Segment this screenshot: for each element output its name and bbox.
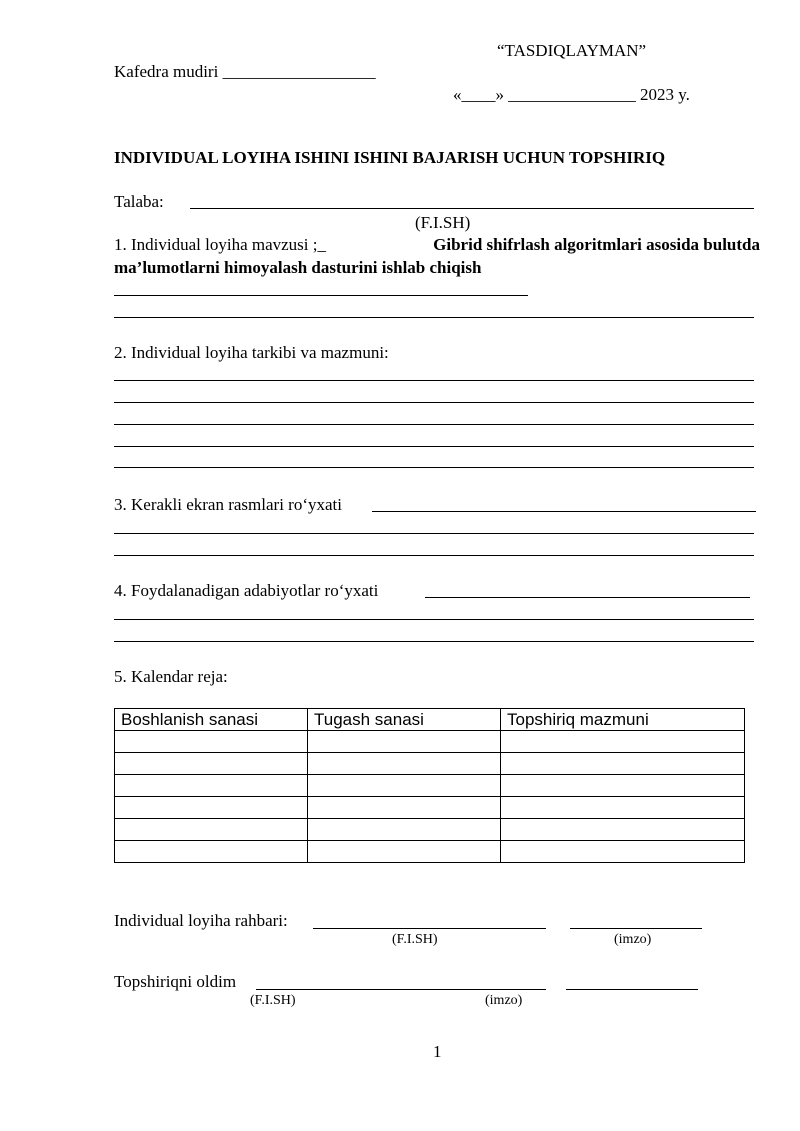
supervisor-fish-caption: (F.I.SH): [392, 932, 438, 947]
page-number: 1: [433, 1042, 442, 1061]
calendar-header-row: [115, 709, 745, 731]
item2-blank-line[interactable]: [114, 446, 754, 447]
item2-blank-line[interactable]: [114, 424, 754, 425]
table-row: [115, 753, 745, 775]
table-cell[interactable]: [501, 775, 745, 797]
received-sign-caption: (imzo): [485, 993, 523, 1008]
item4-blank-line[interactable]: [114, 619, 754, 620]
item2-blank-line[interactable]: [114, 402, 754, 403]
supervisor-label: Individual loyiha rahbari:: [114, 911, 288, 930]
item5-label: 5. Kalendar reja:: [114, 667, 228, 686]
item1-line1: [114, 235, 760, 255]
table-cell[interactable]: [115, 841, 308, 863]
table-row: [115, 841, 745, 863]
item2-blank-line[interactable]: [114, 467, 754, 468]
table-cell[interactable]: [115, 775, 308, 797]
item2-label: 2. Individual loyiha tarkibi va mazmuni:: [114, 343, 389, 362]
table-cell[interactable]: [501, 841, 745, 863]
item3-blank-line[interactable]: [114, 533, 754, 534]
table-row: [115, 731, 745, 753]
item1-blank-line[interactable]: [114, 295, 528, 296]
item4-blank-line[interactable]: [114, 641, 754, 642]
table-cell[interactable]: [115, 731, 308, 753]
received-fish-caption: (F.I.SH): [250, 993, 296, 1008]
table-cell[interactable]: [501, 819, 745, 841]
item4-label: 4. Foydalanadigan adabiyotlar ro‘yxati: [114, 581, 379, 600]
table-cell[interactable]: [501, 797, 745, 819]
document-title: INDIVIDUAL LOYIHA ISHINI ISHINI BAJARISH UCHUN TOPSHIRIQ: [114, 148, 666, 167]
supervisor-signature-line[interactable]: [570, 928, 702, 929]
table-row: [115, 797, 745, 819]
table-row: [115, 819, 745, 841]
item1-prefix: 1. Individual loyiha mavzusi ;_: [114, 235, 326, 254]
approval-title: “TASDIQLAYMAN”: [497, 41, 647, 60]
table-cell[interactable]: [308, 753, 501, 775]
item1-topic-line1: Gibrid shifrlash algoritmlari asosida bulutda: [433, 235, 760, 254]
calendar-header-end: Tugash sanasi: [308, 709, 501, 731]
table-cell[interactable]: [308, 841, 501, 863]
received-signature-line[interactable]: [566, 989, 698, 990]
student-name-line[interactable]: [190, 208, 754, 209]
table-cell[interactable]: [501, 731, 745, 753]
table-cell[interactable]: [308, 819, 501, 841]
received-name-line[interactable]: [256, 989, 546, 990]
received-label: Topshiriqni oldim: [114, 972, 237, 991]
supervisor-sign-caption: (imzo): [614, 932, 652, 947]
table-cell[interactable]: [308, 731, 501, 753]
item4-blank-line[interactable]: [425, 597, 750, 598]
item3-label: 3. Kerakli ekran rasmlari ro‘yxati: [114, 495, 342, 514]
table-cell[interactable]: [115, 819, 308, 841]
student-label: Talaba:: [114, 192, 164, 211]
item3-blank-line[interactable]: [114, 555, 754, 556]
item1-blank-line[interactable]: [114, 317, 754, 318]
supervisor-name-line[interactable]: [313, 928, 546, 929]
calendar-table: [114, 708, 745, 863]
table-cell[interactable]: [501, 753, 745, 775]
head-of-department-line: Kafedra mudiri __________________: [114, 62, 376, 81]
approval-date-line: «____» _______________ 2023 y.: [453, 85, 690, 104]
table-row: [115, 775, 745, 797]
student-fish-caption: (F.I.SH): [415, 213, 471, 232]
table-cell[interactable]: [308, 775, 501, 797]
item2-blank-line[interactable]: [114, 380, 754, 381]
table-cell[interactable]: [308, 797, 501, 819]
calendar-header-start: Boshlanish sanasi: [115, 709, 308, 731]
calendar-header-content: Topshiriq mazmuni: [501, 709, 745, 731]
item3-blank-line[interactable]: [372, 511, 756, 512]
table-cell[interactable]: [115, 753, 308, 775]
table-cell[interactable]: [115, 797, 308, 819]
item1-topic-line2: ma’lumotlarni himoyalash dasturini ishlab chiqish: [114, 258, 482, 277]
